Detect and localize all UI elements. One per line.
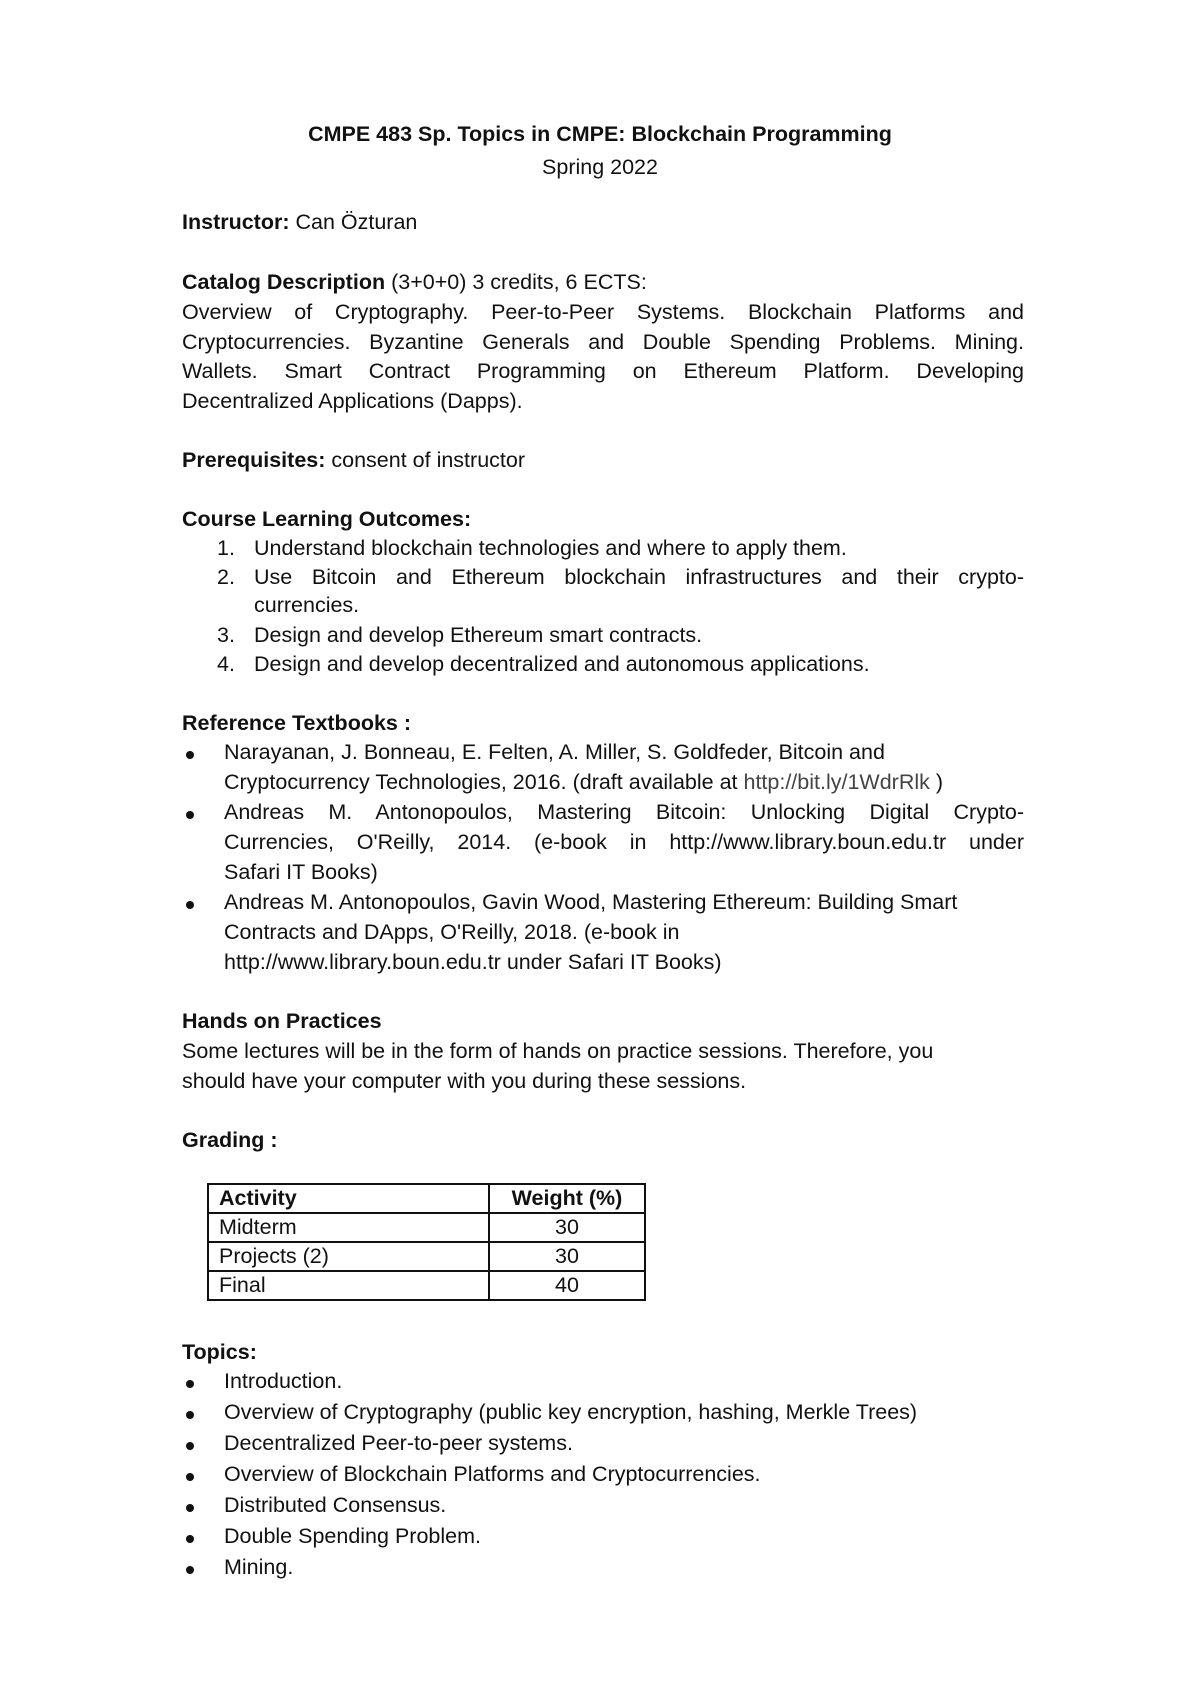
- bullet-icon: [186, 1442, 194, 1450]
- bullet-icon: [186, 1473, 194, 1481]
- table-row: [208, 1213, 645, 1242]
- topic-item: Decentralized Peer-to-peer systems.: [224, 1431, 573, 1455]
- grading-table: [207, 1183, 646, 1301]
- course-term: Spring 2022: [542, 155, 658, 179]
- table-cell-weight: 30: [489, 1242, 645, 1271]
- topic-item: Distributed Consensus.: [224, 1493, 447, 1517]
- table-header-activity: Activity: [208, 1184, 489, 1213]
- outcome-number: 1.: [217, 536, 235, 560]
- bullet-icon: [186, 1566, 194, 1574]
- hands-on-heading: Hands on Practices: [182, 1009, 382, 1033]
- outcomes-heading: Course Learning Outcomes:: [182, 507, 472, 531]
- table-cell-weight: 40: [489, 1271, 645, 1300]
- grading-heading: Grading :: [182, 1128, 278, 1152]
- bullet-icon: [186, 901, 194, 909]
- bullet-icon: [186, 1535, 194, 1543]
- topic-item: Overview of Cryptography (public key encryption, hashing, Merkle Trees): [224, 1400, 918, 1424]
- catalog-line: Wallets. Smart Contract Programming on Ethereum Platform. Developing: [182, 359, 1024, 383]
- table-header-row: [208, 1184, 645, 1213]
- instructor-name: Can Özturan: [295, 210, 418, 234]
- textbook-line-text: Cryptocurrency Technologies, 2016. (draft available at: [224, 770, 744, 794]
- textbook-line: Andreas M. Antonopoulos, Mastering Bitcoin: Unlocking Digital Crypto-: [224, 800, 1024, 824]
- catalog-credits: (3+0+0) 3 credits, 6 ECTS:: [391, 270, 647, 294]
- textbook-line: Contracts and DApps, O'Reilly, 2018. (e-book in: [224, 920, 680, 944]
- outcome-text: Design and develop decentralized and autonomous applications.: [254, 652, 870, 676]
- catalog-line: Cryptocurrencies. Byzantine Generals and Double Spending Problems. Mining.: [182, 330, 1024, 354]
- textbook-line: Currencies, O'Reilly, 2014. (e-book in http://www.library.boun.edu.tr under: [224, 830, 1024, 854]
- textbooks-heading: Reference Textbooks :: [182, 711, 412, 735]
- table-row: [208, 1242, 645, 1271]
- outcome-text: Design and develop Ethereum smart contracts.: [254, 623, 703, 647]
- catalog-line: Decentralized Applications (Dapps).: [182, 389, 523, 413]
- outcome-text: Use Bitcoin and Ethereum blockchain infrastructures and their crypto-: [254, 565, 1024, 589]
- topic-item: Mining.: [224, 1555, 294, 1579]
- hands-on-line: should have your computer with you during these sessions.: [182, 1069, 747, 1093]
- topics-heading: Topics:: [182, 1340, 257, 1364]
- instructor-label: Instructor:: [182, 210, 290, 234]
- topic-item: Double Spending Problem.: [224, 1524, 481, 1548]
- topic-item: Overview of Blockchain Platforms and Cryptocurrencies.: [224, 1462, 761, 1486]
- instructor-line: [182, 207, 417, 237]
- prerequisites-line: [182, 445, 525, 475]
- outcome-number: 3.: [217, 623, 235, 647]
- catalog-line: Overview of Cryptography. Peer-to-Peer Systems. Blockchain Platforms and: [182, 300, 1024, 324]
- prerequisites-label: Prerequisites:: [182, 448, 326, 472]
- course-title: CMPE 483 Sp. Topics in CMPE: Blockchain Programming: [308, 122, 892, 146]
- topic-item: Introduction.: [224, 1369, 343, 1393]
- bullet-icon: [186, 751, 194, 759]
- table-cell-activity: Projects (2): [208, 1242, 489, 1271]
- bullet-icon: [186, 811, 194, 819]
- catalog-label: Catalog Description: [182, 270, 386, 294]
- textbook-line: http://www.library.boun.edu.tr under Safari IT Books): [224, 950, 722, 974]
- outcome-number: 4.: [217, 652, 235, 676]
- textbook-line: [224, 767, 943, 797]
- textbook-line: Andreas M. Antonopoulos, Gavin Wood, Mastering Ethereum: Building Smart: [224, 890, 958, 914]
- outcome-text: Understand blockchain technologies and where to apply them.: [254, 536, 847, 560]
- outcome-number: 2.: [217, 565, 235, 589]
- textbook-link[interactable]: http://bit.ly/1WdrRlk: [743, 770, 930, 794]
- bullet-icon: [186, 1504, 194, 1512]
- catalog-heading: [182, 267, 647, 297]
- bullet-icon: [186, 1380, 194, 1388]
- table-row: [208, 1271, 645, 1300]
- prerequisites-value: consent of instructor: [331, 448, 525, 472]
- textbook-line: Safari IT Books): [224, 860, 378, 884]
- textbook-link-suffix: ): [929, 770, 944, 794]
- textbook-line: Narayanan, J. Bonneau, E. Felten, A. Miller, S. Goldfeder, Bitcoin and: [224, 740, 885, 764]
- table-cell-activity: Final: [208, 1271, 489, 1300]
- table-cell-weight: 30: [489, 1213, 645, 1242]
- hands-on-line: Some lectures will be in the form of hands on practice sessions. Therefore, you: [182, 1039, 934, 1063]
- bullet-icon: [186, 1411, 194, 1419]
- outcome-text: currencies.: [254, 593, 360, 617]
- table-cell-activity: Midterm: [208, 1213, 489, 1242]
- table-header-weight: Weight (%): [489, 1184, 645, 1213]
